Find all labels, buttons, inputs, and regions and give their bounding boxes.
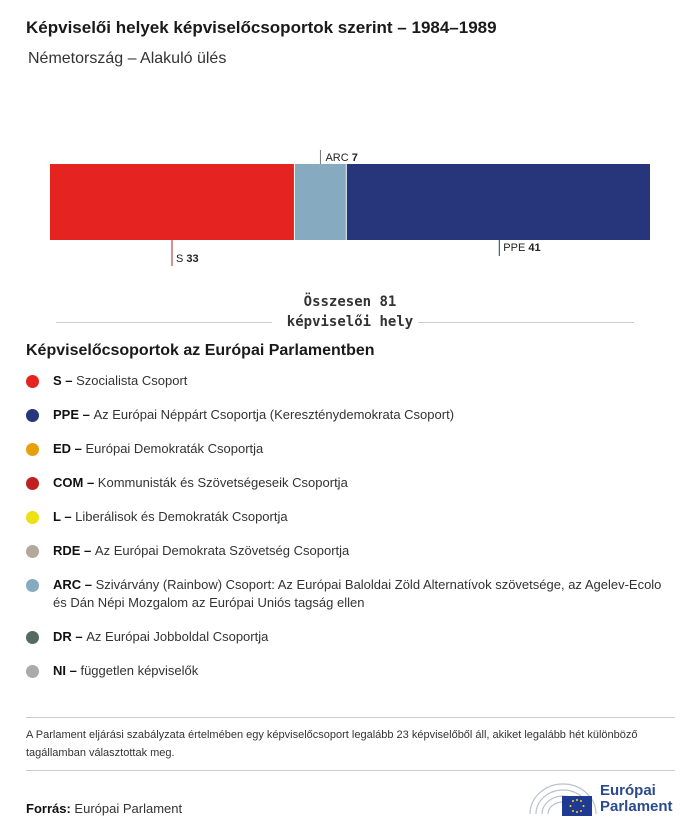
data-label-arc: ARC 7 — [325, 152, 358, 164]
total-seats-label: Összesen 81 képviselői hely — [286, 294, 414, 330]
data-label-ppe: PPE 41 — [503, 242, 541, 254]
legend-name: Szocialista Csoport — [76, 373, 188, 388]
total-divider-left — [56, 322, 272, 323]
legend-name: Az Európai Demokrata Szövetség Csoportja — [94, 543, 350, 558]
legend-code: S – — [53, 373, 77, 388]
legend-text — [53, 372, 673, 390]
legend-name: Európai Demokraták Csoportja — [85, 441, 264, 456]
divider-bottom — [26, 770, 675, 771]
logo-line-1: Európai — [600, 782, 656, 799]
legend-code: COM – — [53, 475, 98, 490]
bar-segment-ppe — [346, 164, 650, 240]
legend-name: Liberálisok és Demokraták Csoportja — [75, 509, 288, 524]
chart-title: Képviselői helyek képviselőcsoportok szerint – 1984–1989 — [26, 18, 497, 37]
legend-color-dot — [26, 545, 39, 558]
european-parliament-logo — [528, 780, 678, 820]
legend-text — [53, 542, 673, 560]
legend-code: L – — [53, 509, 76, 524]
source-value: Európai Parlament — [74, 801, 183, 816]
legend-color-dot — [26, 665, 39, 678]
legend-color-dot — [26, 511, 39, 524]
logo-text — [600, 783, 673, 815]
legend-code: NI – — [53, 663, 81, 678]
logo-line-2: Parlament — [600, 798, 673, 815]
legend-name: független képviselők — [80, 663, 199, 678]
legend-text — [53, 474, 673, 492]
legend-code: ARC – — [53, 577, 96, 592]
legend-color-dot — [26, 477, 39, 490]
legend-color-dot — [26, 443, 39, 456]
total-label-block — [0, 292, 700, 342]
legend-color-dot — [26, 631, 39, 644]
legend-text — [53, 406, 673, 424]
legend-name: Az Európai Jobboldal Csoportja — [86, 629, 269, 644]
legend-text — [53, 440, 673, 458]
source-line — [26, 801, 182, 816]
bar-segment-s — [50, 164, 294, 240]
legend-name: Szivárvány (Rainbow) Csoport: Az Európai Baloldai Zöld Alternatívok szövetsége, az Agelev-Ecolo és Dán Népi Mozgalom az Európai Uniós tagság ellen — [53, 577, 662, 610]
legend-text — [53, 576, 673, 612]
data-label-s: S 33 — [176, 253, 199, 265]
legend-color-dot — [26, 579, 39, 592]
legend-text — [53, 508, 673, 526]
source-label: Forrás: — [26, 801, 71, 816]
total-divider-right — [418, 322, 634, 323]
legend-color-dot — [26, 375, 39, 388]
legend-name: Az Európai Néppárt Csoportja (Kereszténydemokrata Csoport) — [93, 407, 455, 422]
legend-code: ED – — [53, 441, 86, 456]
legend-text — [53, 628, 673, 646]
legend-code: PPE – — [53, 407, 94, 422]
stacked-bar-chart — [0, 140, 700, 280]
parliament-hemicycle-icon — [528, 780, 598, 820]
chart-subtitle: Németország – Alakuló ülés — [28, 50, 227, 67]
bar-segment-arc — [294, 164, 346, 240]
legend-title: Képviselőcsoportok az Európai Parlamentben — [26, 342, 375, 359]
legend-color-dot — [26, 409, 39, 422]
divider-top — [26, 717, 675, 718]
legend-text — [53, 662, 673, 680]
legend-code: RDE – — [53, 543, 95, 558]
legend-code: DR – — [53, 629, 87, 644]
legend-name: Kommunisták és Szövetségeseik Csoportja — [97, 475, 348, 490]
footnote: A Parlament eljárási szabályzata értelmében egy képviselőcsoport legalább 23 képviselőből áll, akiket legalább hét különböző tagállamban választottak meg. — [26, 729, 638, 759]
